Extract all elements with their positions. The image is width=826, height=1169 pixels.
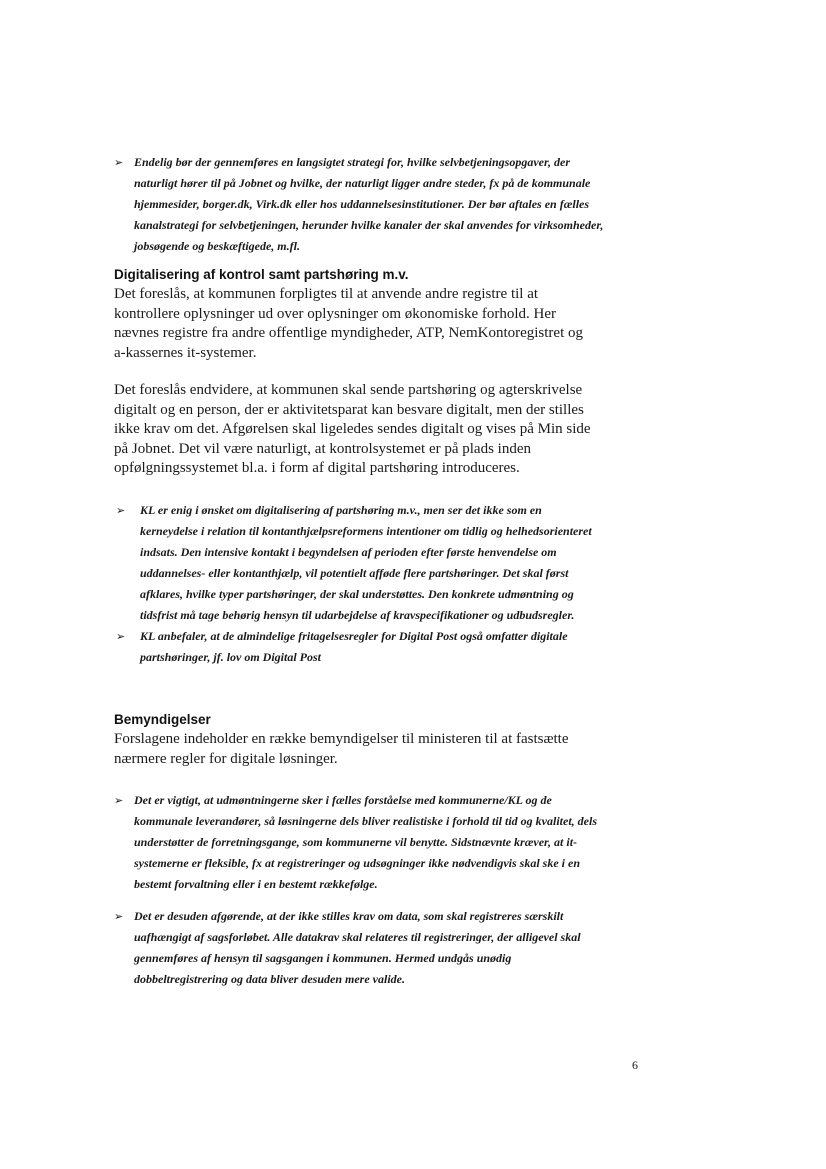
- bullet-text: Det er desuden afgørende, at der ikke stilles krav om data, som skal registreres særskilt uafhængigt af sagsforløbet. Alle datakrav skal relateres til registreringer, der alligevel skal gennemføres af hensyn til sagsgangen i kommunen. Hermed undgås unødig dobbeltregistrering og data bliver desuden mere valide.: [134, 909, 581, 986]
- bullet-text: Endelig bør der gennemføres en langsigtet strategi for, hvilke selvbetjeningsopgaver, der naturligt hører til på Jobnet og hvilke, der naturligt ligger andre steder, fx på de kommunale hjemmesider, borger.dk, Virk.dk eller hos uddannelsesinstitutioner. Der bør aftales en fælles kanalstrategi for selvbetjeningen, herunder hvilke kanaler der skal anvendes for virksomheder, jobsøgende og beskæftigede, m.fl.: [134, 155, 604, 253]
- section-heading-bemyndigelser: Bemyndigelser: [114, 712, 211, 727]
- paragraph: Forslagene indeholder en række bemyndigelser til ministeren til at fastsætte nærmere regler for digitale løsninger.: [114, 731, 569, 767]
- list-item: [114, 906, 604, 990]
- top-bullet-list: [114, 152, 604, 257]
- arrow-bullet-icon: ➢: [114, 910, 124, 923]
- list-item: [116, 500, 600, 626]
- list-item: [114, 152, 604, 257]
- section2-bullet-list: [114, 790, 604, 895]
- arrow-bullet-icon: ➢: [116, 504, 126, 517]
- page-number: 6: [632, 1058, 638, 1072]
- section2-bullet-list-2: [114, 906, 604, 990]
- bullet-text: KL anbefaler, at de almindelige fritagelsesregler for Digital Post også omfatter digitale partshøringer, jf. lov om Digital Post: [140, 629, 568, 664]
- paragraph: Det foreslås, at kommunen forpligtes til at anvende andre registre til at kontrollere oplysninger ud over oplysninger om økonomiske forhold. Her nævnes registre fra andre offentlige myndigheder, ATP, NemKontoregistret og a-kassernes it-systemer.: [114, 286, 584, 361]
- arrow-bullet-icon: ➢: [114, 794, 124, 807]
- section1-bullet-list: [116, 500, 600, 668]
- bullet-text: Det er vigtigt, at udmøntningerne sker i fælles forståelse med kommunerne/KL og de kommunale leverandører, så løsningerne dels bliver realistiske i forhold til tid og kvalitet, dels understøtter de forretningsgange, som kommunerne vil benytte. Sidstnævnte kræver, at it-systemerne er fleksible, fx at registreringer og udsøgninger ikke nødvendigvis skal ske i en bestemt forvaltning eller i en bestemt rækkefølge.: [134, 793, 598, 891]
- section-heading-digitalisering: Digitalisering af kontrol samt partshøring m.v.: [114, 267, 409, 282]
- list-item: [116, 626, 600, 668]
- arrow-bullet-icon: ➢: [116, 630, 126, 643]
- arrow-bullet-icon: ➢: [114, 156, 124, 169]
- list-item: [114, 790, 604, 895]
- paragraph: Det foreslås endvidere, at kommunen skal sende partshøring og agterskrivelse digitalt og en person, der er aktivitetsparat kan besvare digitalt, men der stilles ikke krav om det. Afgørelsen skal ligeledes sendes digitalt og vises på Min side på Jobnet. Det vil være naturligt, at kontrolsystemet er på plads inden opfølgningssystemet bl.a. i form af digital partshøring introduceres.: [114, 382, 591, 476]
- bullet-text: KL er enig i ønsket om digitalisering af partshøring m.v., men ser det ikke som en kerneydelse i relation til kontanthjælpsreformens intentioner om tidlig og helhedsorienteret indsats. Den intensive kontakt i begyndelsen af perioden efter første henvendelse om uddannelses- eller kontanthjælp, vil potentielt afføde flere partshøringer. Det skal først afklares, hvilke typer partshøringer, der skal understøttes. Den konkrete udmøntning og tidsfrist må tage behørig hensyn til udarbejdelse af kravspecifikationer og udbudsregler.: [140, 503, 592, 622]
